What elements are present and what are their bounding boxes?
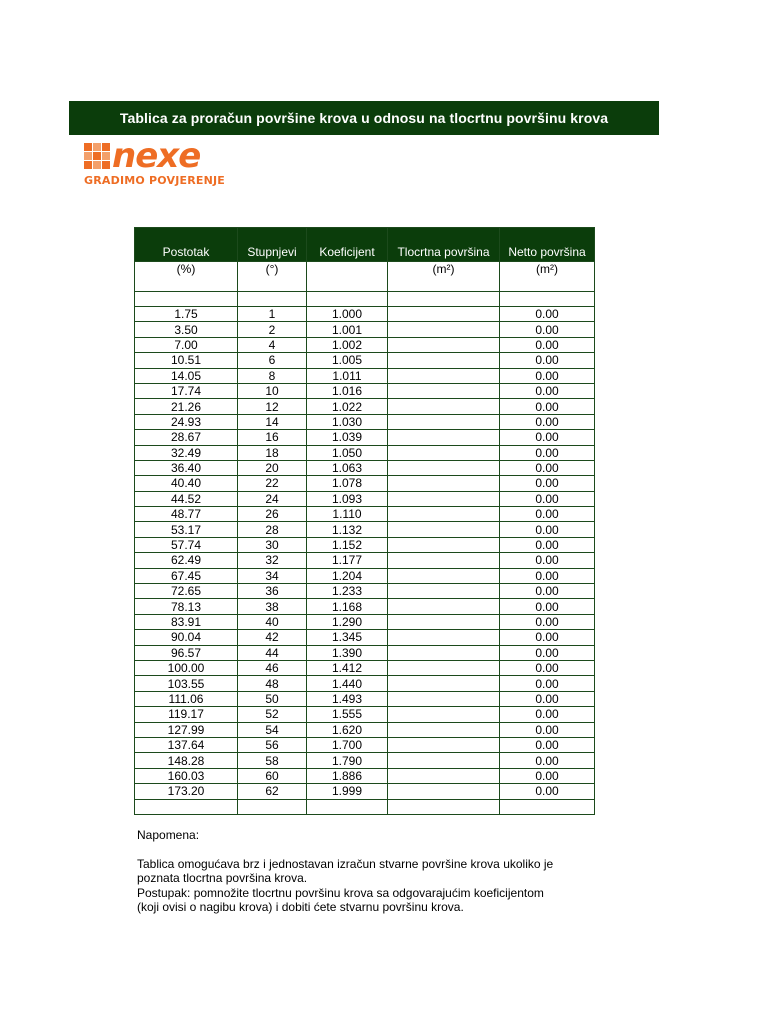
header-coefficient: Koeficijent: [307, 228, 388, 262]
cell-percent: 137.64: [135, 737, 238, 752]
cell-percent: 10.51: [135, 353, 238, 368]
cell-percent: 62.49: [135, 553, 238, 568]
table-row: [135, 537, 595, 552]
cell-percent: 28.67: [135, 430, 238, 445]
header-degrees: Stupnjevi: [238, 228, 307, 262]
cell-coefficient: 1.204: [307, 568, 388, 583]
cell-percent: 48.77: [135, 507, 238, 522]
table-row: [135, 399, 595, 414]
cell-percent: 83.91: [135, 614, 238, 629]
note-line: poznata tlocrtna površina krova.: [137, 871, 308, 885]
cell-percent: 21.26: [135, 399, 238, 414]
cell-degrees: 50: [238, 691, 307, 706]
table-row: [135, 568, 595, 583]
spacer-cell: [388, 799, 500, 814]
table-row: [135, 430, 595, 445]
cell-net-area: 0.00: [500, 676, 595, 691]
spacer-cell: [307, 799, 388, 814]
note-line: Postupak: pomnožite tlocrtnu površinu krova sa odgovarajućim koeficijentom: [137, 886, 544, 900]
cell-degrees: 12: [238, 399, 307, 414]
cell-degrees: 1: [238, 307, 307, 322]
cell-coefficient: 1.063: [307, 460, 388, 475]
cell-net-area: 0.00: [500, 491, 595, 506]
table-row: [135, 737, 595, 752]
cell-coefficient: 1.030: [307, 414, 388, 429]
cell-floor-area[interactable]: [388, 707, 500, 722]
cell-degrees: 36: [238, 584, 307, 599]
cell-floor-area[interactable]: [388, 768, 500, 783]
table-row: [135, 445, 595, 460]
cell-percent: 148.28: [135, 753, 238, 768]
cell-net-area: 0.00: [500, 568, 595, 583]
cell-percent: 3.50: [135, 322, 238, 337]
table-row: [135, 630, 595, 645]
cell-net-area: 0.00: [500, 322, 595, 337]
cell-percent: 127.99: [135, 722, 238, 737]
cell-net-area: 0.00: [500, 414, 595, 429]
cell-floor-area[interactable]: [388, 522, 500, 537]
header-percent: Postotak: [135, 228, 238, 262]
spacer-cell: [388, 292, 500, 307]
cell-floor-area[interactable]: [388, 691, 500, 706]
cell-floor-area[interactable]: [388, 460, 500, 475]
cell-coefficient: 1.132: [307, 522, 388, 537]
table-units-row: [135, 262, 595, 292]
cell-floor-area[interactable]: [388, 337, 500, 352]
table-row: [135, 707, 595, 722]
table-row: [135, 784, 595, 799]
cell-floor-area[interactable]: [388, 414, 500, 429]
cell-degrees: 2: [238, 322, 307, 337]
cell-percent: 78.13: [135, 599, 238, 614]
cell-coefficient: 1.050: [307, 445, 388, 460]
cell-coefficient: 1.412: [307, 660, 388, 675]
cell-floor-area[interactable]: [388, 507, 500, 522]
cell-floor-area[interactable]: [388, 537, 500, 552]
unit-degrees: (°): [238, 262, 307, 292]
cell-degrees: 16: [238, 430, 307, 445]
cell-degrees: 8: [238, 368, 307, 383]
cell-net-area: 0.00: [500, 522, 595, 537]
cell-net-area: 0.00: [500, 368, 595, 383]
cell-percent: 90.04: [135, 630, 238, 645]
table-spacer-row: [135, 292, 595, 307]
cell-percent: 1.75: [135, 307, 238, 322]
cell-net-area: 0.00: [500, 722, 595, 737]
cell-coefficient: 1.790: [307, 753, 388, 768]
cell-coefficient: 1.002: [307, 337, 388, 352]
brick-logo-icon: [84, 143, 110, 171]
table-row: [135, 307, 595, 322]
cell-net-area: 0.00: [500, 784, 595, 799]
table-row: [135, 368, 595, 383]
spacer-cell: [135, 292, 238, 307]
cell-degrees: 48: [238, 676, 307, 691]
table-row: [135, 676, 595, 691]
cell-floor-area[interactable]: [388, 553, 500, 568]
cell-percent: 36.40: [135, 460, 238, 475]
cell-coefficient: 1.999: [307, 784, 388, 799]
cell-degrees: 44: [238, 645, 307, 660]
cell-floor-area[interactable]: [388, 676, 500, 691]
cell-coefficient: 1.078: [307, 476, 388, 491]
cell-degrees: 56: [238, 737, 307, 752]
cell-coefficient: 1.039: [307, 430, 388, 445]
cell-coefficient: 1.620: [307, 722, 388, 737]
table-header-row: [135, 228, 595, 262]
cell-floor-area[interactable]: [388, 784, 500, 799]
table-row: [135, 553, 595, 568]
table-row: [135, 507, 595, 522]
cell-floor-area[interactable]: [388, 599, 500, 614]
header-floor-area: Tlocrtna površina: [388, 228, 500, 262]
cell-coefficient: 1.886: [307, 768, 388, 783]
cell-net-area: 0.00: [500, 537, 595, 552]
cell-degrees: 28: [238, 522, 307, 537]
cell-coefficient: 1.001: [307, 322, 388, 337]
cell-net-area: 0.00: [500, 553, 595, 568]
cell-degrees: 32: [238, 553, 307, 568]
spacer-cell: [500, 292, 595, 307]
cell-net-area: 0.00: [500, 599, 595, 614]
table-row: [135, 584, 595, 599]
cell-percent: 17.74: [135, 383, 238, 398]
cell-net-area: 0.00: [500, 383, 595, 398]
cell-net-area: 0.00: [500, 476, 595, 491]
cell-degrees: 46: [238, 660, 307, 675]
cell-net-area: 0.00: [500, 337, 595, 352]
spacer-cell: [500, 799, 595, 814]
cell-net-area: 0.00: [500, 307, 595, 322]
cell-percent: 96.57: [135, 645, 238, 660]
cell-net-area: 0.00: [500, 753, 595, 768]
table-row: [135, 614, 595, 629]
spacer-cell: [135, 799, 238, 814]
cell-net-area: 0.00: [500, 630, 595, 645]
cell-floor-area[interactable]: [388, 430, 500, 445]
cell-percent: 100.00: [135, 660, 238, 675]
cell-floor-area[interactable]: [388, 660, 500, 675]
cell-degrees: 22: [238, 476, 307, 491]
cell-coefficient: 1.345: [307, 630, 388, 645]
cell-net-area: 0.00: [500, 430, 595, 445]
table-row: [135, 768, 595, 783]
table-row: [135, 476, 595, 491]
table-row: [135, 753, 595, 768]
cell-coefficient: 1.290: [307, 614, 388, 629]
cell-coefficient: 1.555: [307, 707, 388, 722]
unit-coefficient: [307, 262, 388, 292]
unit-percent: (%): [135, 262, 238, 292]
cell-degrees: 40: [238, 614, 307, 629]
cell-coefficient: 1.005: [307, 353, 388, 368]
roof-coefficient-table: [134, 227, 595, 815]
cell-floor-area[interactable]: [388, 368, 500, 383]
cell-degrees: 58: [238, 753, 307, 768]
table-row: [135, 414, 595, 429]
table-row: [135, 383, 595, 398]
cell-percent: 53.17: [135, 522, 238, 537]
cell-degrees: 34: [238, 568, 307, 583]
cell-floor-area[interactable]: [388, 568, 500, 583]
cell-degrees: 20: [238, 460, 307, 475]
cell-floor-area[interactable]: [388, 445, 500, 460]
cell-degrees: 30: [238, 537, 307, 552]
cell-degrees: 18: [238, 445, 307, 460]
cell-floor-area[interactable]: [388, 399, 500, 414]
table-row: [135, 722, 595, 737]
cell-degrees: 26: [238, 507, 307, 522]
cell-degrees: 4: [238, 337, 307, 352]
cell-percent: 111.06: [135, 691, 238, 706]
cell-degrees: 60: [238, 768, 307, 783]
unit-net-area: (m²): [500, 262, 595, 292]
cell-percent: 44.52: [135, 491, 238, 506]
table-row: [135, 491, 595, 506]
table-row: [135, 691, 595, 706]
cell-degrees: 62: [238, 784, 307, 799]
cell-floor-area[interactable]: [388, 630, 500, 645]
cell-coefficient: 1.440: [307, 676, 388, 691]
cell-net-area: 0.00: [500, 584, 595, 599]
cell-net-area: 0.00: [500, 399, 595, 414]
cell-floor-area[interactable]: [388, 737, 500, 752]
cell-net-area: 0.00: [500, 614, 595, 629]
cell-floor-area[interactable]: [388, 307, 500, 322]
unit-floor-area: (m²): [388, 262, 500, 292]
cell-percent: 72.65: [135, 584, 238, 599]
cell-floor-area[interactable]: [388, 353, 500, 368]
cell-net-area: 0.00: [500, 691, 595, 706]
cell-net-area: 0.00: [500, 768, 595, 783]
cell-coefficient: 1.177: [307, 553, 388, 568]
cell-percent: 32.49: [135, 445, 238, 460]
cell-degrees: 6: [238, 353, 307, 368]
spacer-cell: [238, 292, 307, 307]
logo-tagline: GRADIMO POVJERENJE: [84, 174, 225, 187]
document-title: Tablica za proračun površine krova u odnosu na tlocrtnu površinu krova: [69, 101, 659, 135]
cell-degrees: 42: [238, 630, 307, 645]
table-row: [135, 522, 595, 537]
cell-degrees: 10: [238, 383, 307, 398]
cell-floor-area[interactable]: [388, 476, 500, 491]
cell-net-area: 0.00: [500, 445, 595, 460]
cell-coefficient: 1.493: [307, 691, 388, 706]
cell-net-area: 0.00: [500, 460, 595, 475]
cell-coefficient: 1.168: [307, 599, 388, 614]
cell-percent: 57.74: [135, 537, 238, 552]
cell-coefficient: 1.233: [307, 584, 388, 599]
note-line: Tablica omogućava brz i jednostavan izračun stvarne površine krova ukoliko je: [137, 857, 554, 871]
cell-degrees: 24: [238, 491, 307, 506]
logo-wordmark: nexe: [112, 136, 201, 176]
cell-net-area: 0.00: [500, 660, 595, 675]
cell-floor-area[interactable]: [388, 491, 500, 506]
table-row: [135, 460, 595, 475]
cell-percent: 24.93: [135, 414, 238, 429]
note-line: (koji ovisi o nagibu krova) i dobiti ćete stvarnu površinu krova.: [137, 900, 464, 914]
table-row: [135, 599, 595, 614]
cell-coefficient: 1.093: [307, 491, 388, 506]
cell-floor-area[interactable]: [388, 645, 500, 660]
cell-floor-area[interactable]: [388, 322, 500, 337]
cell-percent: 14.05: [135, 368, 238, 383]
spacer-cell: [307, 292, 388, 307]
table-row: [135, 337, 595, 352]
spacer-cell: [238, 799, 307, 814]
cell-coefficient: 1.011: [307, 368, 388, 383]
cell-coefficient: 1.152: [307, 537, 388, 552]
cell-degrees: 14: [238, 414, 307, 429]
cell-percent: 173.20: [135, 784, 238, 799]
header-net-area: Netto površina: [500, 228, 595, 262]
cell-percent: 103.55: [135, 676, 238, 691]
cell-coefficient: 1.022: [307, 399, 388, 414]
cell-coefficient: 1.700: [307, 737, 388, 752]
cell-floor-area[interactable]: [388, 614, 500, 629]
cell-net-area: 0.00: [500, 707, 595, 722]
cell-percent: 40.40: [135, 476, 238, 491]
cell-coefficient: 1.016: [307, 383, 388, 398]
cell-percent: 67.45: [135, 568, 238, 583]
table-row: [135, 322, 595, 337]
table-row: [135, 660, 595, 675]
table-row: [135, 645, 595, 660]
cell-degrees: 54: [238, 722, 307, 737]
cell-net-area: 0.00: [500, 507, 595, 522]
cell-floor-area[interactable]: [388, 584, 500, 599]
cell-floor-area[interactable]: [388, 383, 500, 398]
cell-coefficient: 1.000: [307, 307, 388, 322]
cell-net-area: 0.00: [500, 737, 595, 752]
cell-coefficient: 1.390: [307, 645, 388, 660]
cell-percent: 160.03: [135, 768, 238, 783]
cell-percent: 7.00: [135, 337, 238, 352]
note-heading: Napomena:: [137, 828, 200, 842]
table-row: [135, 353, 595, 368]
cell-coefficient: 1.110: [307, 507, 388, 522]
cell-floor-area[interactable]: [388, 753, 500, 768]
nexe-logo: [84, 136, 244, 189]
cell-net-area: 0.00: [500, 645, 595, 660]
cell-percent: 119.17: [135, 707, 238, 722]
cell-floor-area[interactable]: [388, 722, 500, 737]
cell-degrees: 38: [238, 599, 307, 614]
cell-net-area: 0.00: [500, 353, 595, 368]
table-spacer-row: [135, 799, 595, 814]
cell-degrees: 52: [238, 707, 307, 722]
